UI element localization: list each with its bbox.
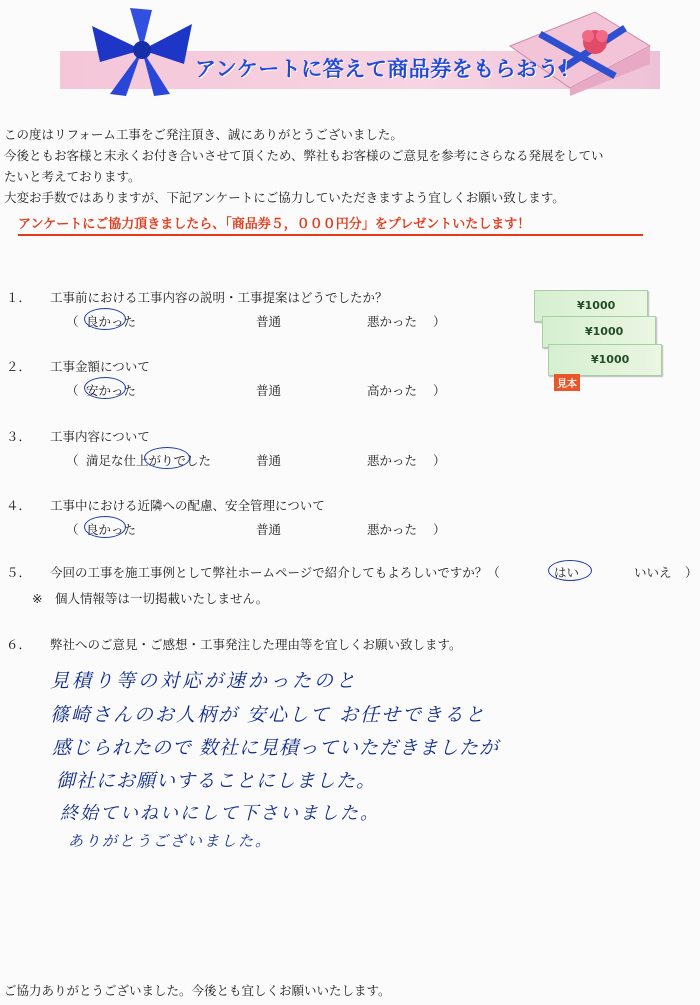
option-neutral[interactable]: 普通 [256,314,282,329]
option-bad[interactable]: 悪かった [367,314,418,329]
intro-line: 今後ともお客様と末永くお付き合いさせて頂くため、弊社もお客様のご意見を参考にさらなる発展をしてい [4,148,604,163]
option-cheap[interactable]: 安かった [86,383,137,398]
selected-answer-circle [144,447,190,469]
question-text: 弊社へのご意見・ご感想・工事発注した理由等を宜しくお願い致します。 [50,637,462,652]
selected-answer-circle [548,560,592,581]
selected-answer-circle [84,516,126,538]
handwritten-line: ありがとうございました。 [68,832,273,850]
option-bad[interactable]: 悪かった [367,522,418,537]
option-expensive[interactable]: 高かった [367,383,418,398]
option-satisfied[interactable]: 満足な仕上がりでした [86,453,212,468]
question-text: 今回の工事を施工事例として弊社ホームページで紹介してもよろしいですか？（ [50,565,500,580]
selected-answer-circle [84,377,126,399]
banner-title: アンケートに答えて商品券をもらおう！ [195,57,581,81]
option-neutral[interactable]: 普通 [256,383,282,398]
handwritten-line: 篠崎さんのお人柄が 安心して お任せできると [50,704,487,726]
handwritten-line: 終始ていねいにして下さいました。 [60,803,380,824]
handwritten-line: 感じられたので 数社に見積っていただきましたが [52,737,500,759]
privacy-note: ※ 個人情報等は一切掲載いたしません。 [32,591,269,606]
option-good[interactable]: 良かった [86,522,137,537]
announcement-underline [18,234,643,236]
question-text: 工事金額について [50,359,150,374]
ribbon-bow-icon [82,4,202,96]
option-yes[interactable]: はい [554,565,580,580]
voucher-card: ¥1000 [542,316,656,348]
gift-voucher-image [534,286,660,398]
handwritten-line: 御社にお願いすることにしました。 [56,770,377,792]
intro-line: たいと考えております。 [4,169,141,184]
sample-stamp: 見本 [554,374,580,391]
intro-line: 大変お手数ではありますが、下記アンケートにご協力していただきますよう宜しくお願い致します。 [4,190,565,205]
option-neutral[interactable]: 普通 [256,453,282,468]
selected-answer-circle [84,308,126,330]
option-bad[interactable]: 悪かった [367,453,418,468]
survey-banner [60,4,660,96]
option-no[interactable]: いいえ [634,565,672,580]
question-text: 工事内容について [50,429,150,444]
closing-message: ご協力ありがとうございました。今後とも宜しくお願いいたします。 [4,983,391,998]
option-neutral[interactable]: 普通 [256,522,282,537]
intro-paragraph [4,124,694,208]
option-good[interactable]: 良かった [86,314,137,329]
intro-line: この度はリフォーム工事をご発注頂き、誠にありがとうございました。 [4,127,403,142]
handwritten-line: 見積り等の対応が速かったのと [50,670,359,692]
voucher-card: ¥1000 [534,290,648,322]
question-text: 工事中における近隣への配慮、安全管理について [50,498,325,513]
question-text: 工事前における工事内容の説明・工事提案はどうでしたか？ [50,290,388,305]
voucher-card: ¥1000 [548,344,662,376]
gift-announcement: アンケートにご協力頂きましたら、「商品券５，０００円分」をプレゼントいたします！ [18,217,531,232]
